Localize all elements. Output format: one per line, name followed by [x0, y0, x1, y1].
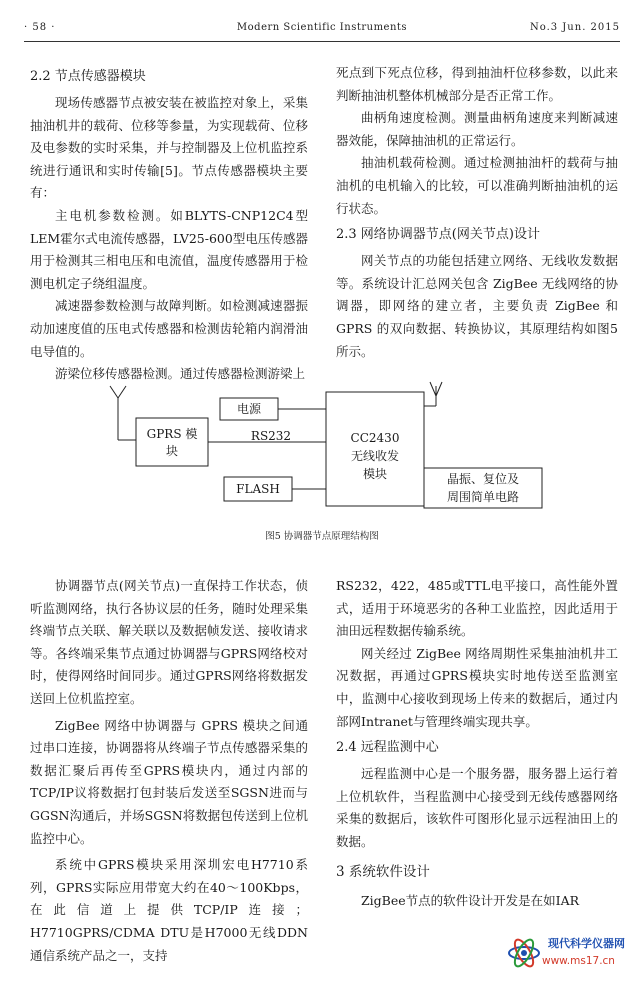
column-bottom-left	[30, 575, 308, 967]
issue-info: No.3 Jun. 2015	[529, 22, 620, 33]
cc2430-label-line2: 无线收发	[350, 449, 399, 463]
rs232-label: RS232	[250, 429, 292, 443]
paragraph: 死点到下死点位移，得到抽油杆位移参数，以此来判断抽油机整体机械部分是否正常工作。	[336, 65, 618, 103]
paragraph: 远程监测中心是一个服务器，服务器上运行着上位机软件，当程监测中心接受到无线传感器网络采集的数据后，该软件可图形化显示远程油田上的数据。	[336, 766, 618, 849]
column-top-left	[30, 62, 308, 386]
column-bottom-right	[336, 575, 618, 912]
atom-logo-icon	[506, 935, 542, 971]
flash-label: FLASH	[236, 482, 280, 496]
paragraph: 现场传感器节点被安装在被监控对象上，采集抽油机井的载荷、位移等参量，为实现载荷、位移及电参数的实时采集，并与控制器及上位机监控系统进行通讯和实时传输[5]。节点传感器模块主要有：	[30, 95, 308, 201]
paragraph: ZigBee节点的软件设计开发是在如IAR	[361, 892, 580, 908]
power-label: 电源	[236, 402, 261, 416]
paragraph: 网关节点的功能包括建立网络、无线收发数据等。系统设计汇总网关包含 ZigBee 无线网络的协调器，即网络的建立者，主要负责 ZigBee 和 GPRS 的双向数据、转换协议，其原理结构如图5所示。	[336, 253, 618, 359]
paragraph: 协调器节点(网关节点)一直保持工作状态，侦听监测网络，执行各协议层的任务，随时处理采集终端节点关联、解关联以及数据帧发送、接收请求等。各终端采集节点通过协调器与GPRS网络校对时，使得网络时间同步。通过GPRS网络将数据发送回上位机监控室。	[30, 578, 308, 706]
section-2-2-title: 2.2 节点传感器模块	[30, 69, 146, 84]
watermark-url: www.ms17.cn	[542, 955, 615, 967]
crystal-label-line1: 晶振、复位及	[446, 472, 519, 486]
gprs-label-line1: GPRS 模	[146, 427, 198, 441]
section-3-title: 3 系统软件设计	[336, 863, 430, 880]
cc2430-label-line1: CC2430	[350, 431, 400, 445]
paragraph: 主电机参数检测。如BLYTS-CNP12C4型LEM霍尔式电流传感器，LV25-600型电压传感器用于检测其三相电压和电流值，温度传感器用于检测电机定子绕组温度。	[30, 207, 308, 291]
page-number: · 58 ·	[24, 22, 56, 33]
watermark-site-name: 现代科学仪器网	[548, 937, 625, 950]
paragraph: 抽油机载荷检测。通过检测抽油杆的载荷与抽油机的电机输入的比较，可以准确判断抽油机的运行状态。	[336, 155, 618, 216]
figure-5-coordinator-diagram	[90, 378, 570, 538]
journal-title: Modern Scientific Instruments	[236, 22, 408, 33]
section-2-3-title: 2.3 网络协调器节点(网关节点)设计	[336, 227, 540, 243]
header-rule	[24, 41, 620, 42]
paragraph: ZigBee 网络中协调器与 GPRS 模块之间通过串口连接，协调器将从终端子节点传感器采集的数据汇聚后再传至GPRS模块内，通过内部的TCP/IP议将数据打包封装后发送至SGSN进而与GGSN沟通后，并场SGSN将数据包传送到上位机监控中心。	[30, 717, 308, 846]
gprs-label-line2: 块	[165, 444, 178, 458]
figure-caption: 图5 协调器节点原理结构图	[265, 531, 379, 542]
cc2430-label-line3: 模块	[362, 467, 387, 481]
paragraph: 游梁位移传感器检测。通过传感器检测游梁上	[55, 366, 306, 382]
column-top-right	[336, 62, 618, 363]
paragraph: 曲柄角速度检测。测量曲柄角速度来判断减速器效能，保障抽油机的正常运行。	[336, 110, 618, 148]
paragraph: 减速器参数检测与故障判断。如检测减速器振动加速度值的压电式传感器和检测齿轮箱内润滑油电导值的。	[30, 298, 308, 359]
paragraph: RS232，422，485或TTL电平接口，高性能外置式，适用于环境恶劣的各种工业监控，因此适用于油田远程数据传输系统。	[336, 578, 618, 639]
paragraph: 系统中GPRS模块采用深圳宏电H7710系列，GPRS实际应用带宽大约在40～100Kbps，在此信道上提供TCP/IP连接；H7710GPRS/CDMA DTU是H7000无线DDN通信系统产品之一，支持	[30, 857, 308, 963]
section-2-4-title: 2.4 远程监测中心	[336, 740, 439, 756]
watermark-logo	[504, 931, 636, 975]
crystal-label-line2: 周围简单电路	[446, 490, 519, 504]
paragraph: 网关经过 ZigBee 网络周期性采集抽油机井工况数据，再通过GPRS模块实时地传送至监测室中，监测中心接收到现场上传来的数据后，通过内部网Intranet与管理终端实现共享。	[336, 645, 618, 729]
